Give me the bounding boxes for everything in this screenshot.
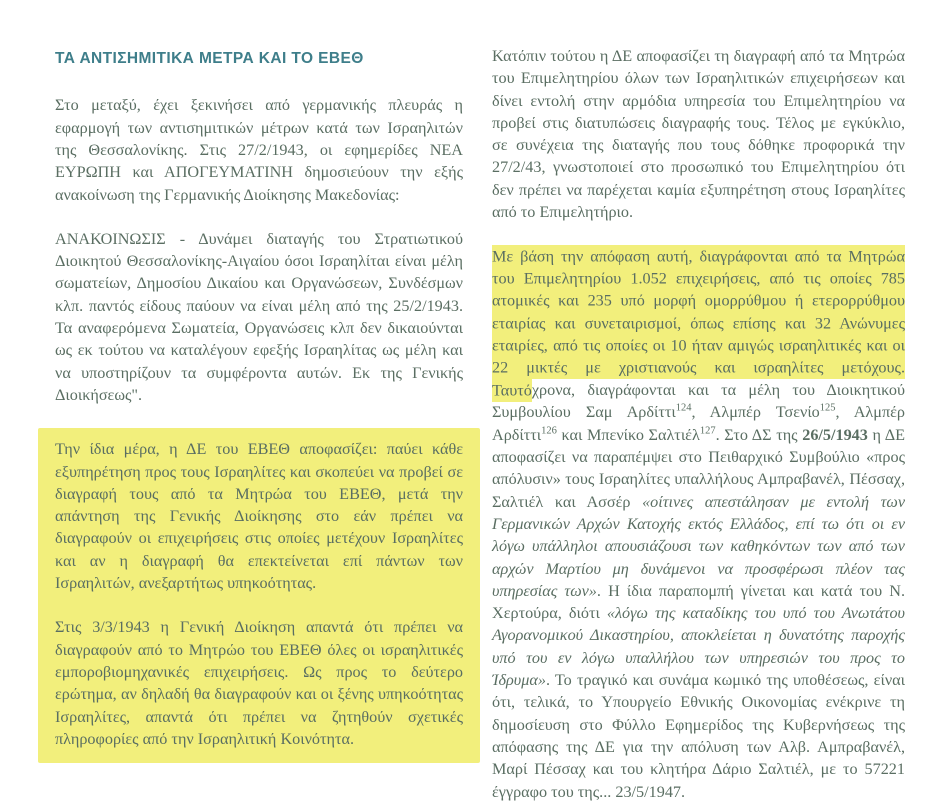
paragraph xyxy=(55,616,463,750)
text-run: και Μπενίκο Σαλτιέλ xyxy=(556,425,700,444)
left-column-text xyxy=(55,94,463,763)
text-run: . Το τραγικό και συνάμα κωμικό της υποθέσεως, είναι ότι, τελικά, το Υπουργείο Εθνικής Οικονομίας ενέκρινε τη δημοσίευση στο Φύλλο Εφημερίδος της Κυβερνήσεως της απόφασης της ΔΕ για την απόλυση των Αλβ. Αμπραβανέλ, Μαρί Πέσσαχ και του κλητήρα Δάριο Σαλτιέλ, με το 57221 έγγραφο του της... 23/5/1947. xyxy=(492,671,905,801)
text-run: Την ίδια μέρα, η ΔΕ του ΕΒΕΘ αποφασίζει: παύει κάθε εξυπηρέτηση προς τους Ισραηλίτες και σκοπεύει να προβεί σε διαγραφή τους από τα Μητρώα του ΕΒΕΘ, μετά την απάντηση της Γενικής Διοίκησης στο εάν πρέπει να διαγραφούν οι επιχειρήσεις στις οποίες μετέχουν Ισραηλίτες και αν η διαγραφή θα επεκτείνεται επί πάντων των Ισραηλιτών, ανεξαρτήτως υπηκοότητας. xyxy=(55,440,463,593)
text-run: Κατόπιν τούτου η ΔΕ αποφασίζει τη διαγραφή από τα Μητρώα του Επιμελητηρίου όλων των Ισραηλιτικών επιχειρήσεων και δίνει εντολή στην αρμόδια υπηρεσία του Επιμελητηρίου να προβεί στις διατυπώσεις διαγραφής τους. Τέλος με εγκύκλιο, σε συνέχεια της διαταγής που τους δόθηκε προφορικά την 27/2/43, γνωστοποιεί στο προσωπικό του Επιμελητηρίου ότι δεν πρέπει να παρέχεται καμία εξυπηρέτηση στους Ισραηλίτες από το Επιμελητήριο. xyxy=(492,47,905,222)
paragraph xyxy=(492,245,905,802)
text-run: , Αλμπέρ Τσενίο xyxy=(691,403,820,422)
text-run: η ΔΕ αποφασίζει να παραπέμψει στο Πειθαρχικό Συμβούλιο «προς απόλυσιν» τους Ισραηλίτες υπαλλήλους Αμπραβανέλ, Πέσσαχ, Σαλτιέλ και Ασσέρ xyxy=(492,425,906,511)
text-run: «λόγω της καταδίκης του υπό του Ανωτάτου Αγορανομικού Δικαστηρίου, αποκλείεται η δυνατότης παροχής υπό του εν λόγω υπαλλήλου των υπηρεσιών του προς το Ίδρυμα» xyxy=(492,604,905,690)
paragraph xyxy=(55,228,463,406)
paragraph xyxy=(492,45,905,223)
footnote-reference: 127 xyxy=(699,425,716,437)
highlighted-text: Με βάση την απόφαση αυτή, διαγράφονται από τα Μητρώα του Επιμελητηρίου 1.052 επιχειρήσεις, από τις οποίες 785 ατομικές και 235 υπό μορφή ομορρύθμου ή ετερορρύθμου εταιρίας και συνεταιρισμοί, όπως επίσης και 32 Ανώνυμες εταιρίες, από τις οποίες οι 10 ήταν αμιγώς ισραηλιτικές και οι 22 μικτές με χριστιανούς και ισραηλίτες μετόχους. Ταυτό xyxy=(492,245,905,402)
right-column-text xyxy=(492,45,905,803)
text-run: Στις 3/3/1943 η Γενική Διοίκηση απαντά ότι πρέπει να διαγραφούν από το Μητρώο του ΕΒΕΘ όλες οι ισραηλιτικές εμποροβιομηχανικές επιχειρήσεις. Ως προς το δεύτερο ερώτημα, αν δηλαδή θα διαγραφούν και οι ξένης υπηκοότητας Ισραηλίτες, απαντά ότι πρέπει να ζητηθούν σχετικές πληροφορίες από την Ισραηλιτική Κοινότητα. xyxy=(55,618,463,748)
text-run: χρονα, διαγράφονται και τα μέλη του Διοικητικού Συμβουλίου Σαμ Αρδίττι xyxy=(492,381,905,422)
highlight-block xyxy=(38,428,480,763)
left-column xyxy=(55,44,463,785)
footnote-reference: 126 xyxy=(541,425,557,437)
paragraph xyxy=(55,438,463,594)
footnote-reference: 125 xyxy=(819,403,836,415)
text-run: Στο μεταξύ, έχει ξεκινήσει από γερμανικής πλευράς η εφαρμογή των αντισημιτικών μέτρων κατά των Ισραηλιτών της Θεσσαλονίκης. Στις 27/2/1943, οι εφημερίδες ΝΕΑ ΕΥΡΩΠΗ και ΑΠΟΓΕΥΜΑΤΙΝΗ δημοσιεύουν την εξής ανακοίνωση της Γερμανικής Διοίκησης Μακεδονίας: xyxy=(55,96,463,204)
text-run: . Η ίδια παραπομπή γίνεται και κατά του Ν. Χερτούρα, διότι xyxy=(492,581,905,623)
footnote-reference: 124 xyxy=(675,403,692,415)
text-run: 26/5/1943 xyxy=(802,425,868,444)
right-column xyxy=(492,44,905,803)
text-run: . Στο ΔΣ της xyxy=(715,425,803,444)
paragraph xyxy=(55,94,463,205)
text-run: , Αλμπέρ Αρδίττι xyxy=(492,403,905,444)
section-title: ΤΑ ΑΝΤΙΣΗΜΙΤΙΚΑ ΜΕΤΡΑ ΚΑΙ ΤΟ ΕΒΕΘ xyxy=(55,50,364,67)
text-run: «οίτινες απεστάλησαν με εντολή των Γερμανικών Αρχών Κατοχής εκτός Ελλάδος, επί τω ότι οι εν λόγω υπάλληλοι απουσιάζουσι των καθηκόντων των από των αρχών Μαρτίου μη δυνάμενοι να προσφέρωσι πλέον τας υπηρεσίας των» xyxy=(492,492,906,600)
text-run: ΑΝΑΚΟΙΝΩΣΙΣ - Δυνάμει διαταγής του Στρατιωτικού Διοικητού Θεσσαλονίκης-Αιγαίου όσοι Ισραηλίται είναι μέλη σωματείων, Δημοσίου Δικαίου και Οργανώσεων, Συνδέσμων κλπ. παντός είδους παύουν να είναι μέλη από της 25/2/1943. Τα αναφερόμενα Σωματεία, Οργανώσεις κλπ δεν δικαιούνται ως εκ τούτου να καταλέγουν εφεξής Ισραηλίτας ως μέλη και να υποστηρίζουν τα συμφέροντα αυτών. Εκ της Γενικής Διοικήσεως". xyxy=(55,229,463,404)
